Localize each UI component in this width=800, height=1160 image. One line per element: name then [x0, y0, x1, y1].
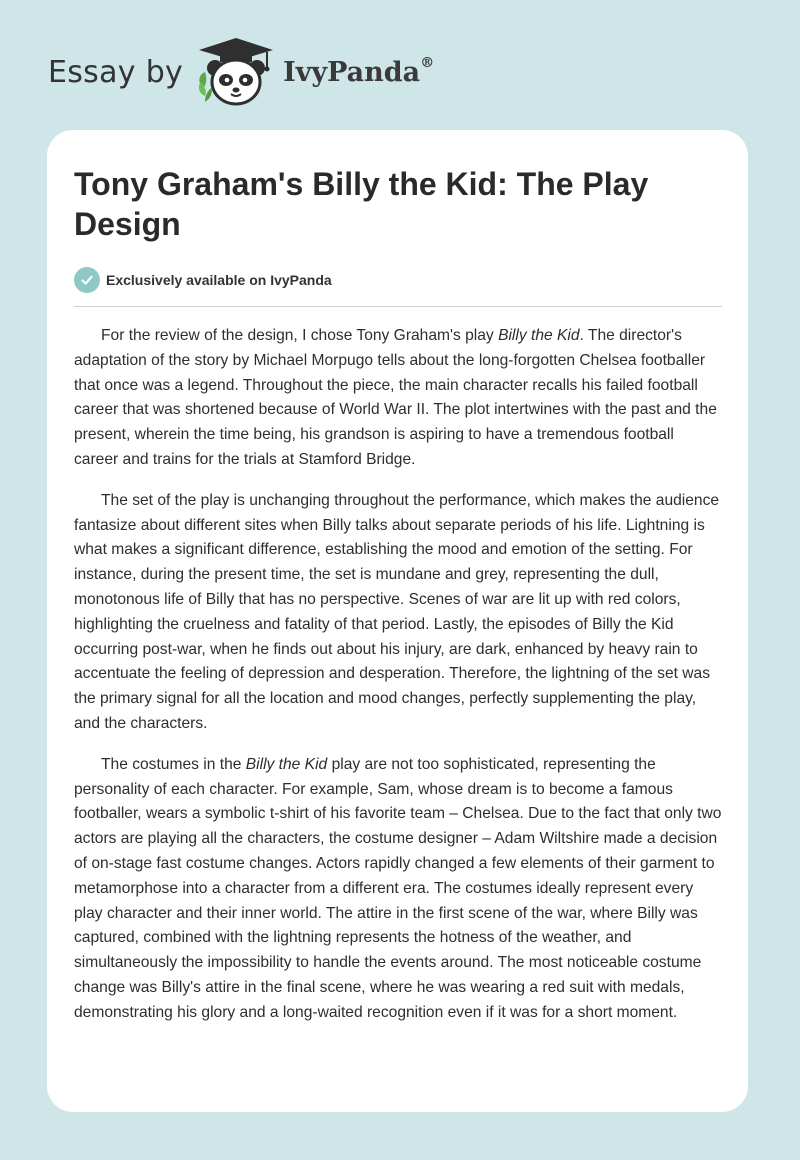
paragraph-1 — [74, 324, 722, 473]
paragraph-1-text-a: For the review of the design, I chose Tony Graham's play — [101, 327, 499, 344]
site-header — [48, 36, 434, 108]
essay-title: Tony Graham's Billy the Kid: The Play Design — [74, 166, 649, 242]
panda-graduate-icon[interactable] — [193, 36, 279, 108]
checkmark-icon — [74, 267, 100, 293]
paragraph-3-text-b: play are not too sophisticated, representing the personality of each character. For example, Sam, whose dream is to become a famous footballer, wears a symbolic t-shirt of his favorite team – Chelsea. Due to the fact that only two actors are playing all the characters, the costume designer – Adam Wiltshire made a decision of on-stage fast costume changes. Actors rapidly changed a few elements of their garment to metamorphose into a character from a different era. The costumes ideally represent every play character and their inner world. The attire in the first scene of the war, where Billy was captured, combined with the lightning represents the hotness of the weather, and simultaneously the impossibility to handle the events around. The most noticeable costume change was Billy's attire in the final scene, where he was wearing a red suit with medals, demonstrating his glory and a long-waited recognition even if it was for a short moment. — [74, 755, 722, 1021]
paragraph-2: The set of the play is unchanging throughout the performance, which makes the audience fantasize about different sites when Billy talks about separate periods of his life. Lightning is what makes a significant difference, establishing the mood and emotion of the setting. For instance, during the present time, the set is mundane and grey, representing the dull, monotonous life of Billy that has no perspective. Scenes of war are lit up with red colors, highlighting the cruelness and fatality of that period. Lastly, the episodes of Billy the Kid occurring post-war, when he finds out about his injury, are dark, enhanced by heavy rain to accentuate the feeling of depression and desperation. Therefore, the lightning of the set was the primary signal for all the location and mood changes, perfectly supplementing the play, and the characters. — [74, 491, 720, 732]
brand-label: IvyPanda — [283, 56, 421, 88]
badge-label: Exclusively available on IvyPanda — [106, 272, 332, 288]
registered-mark: ® — [420, 54, 435, 71]
play-title-italic: Billy the Kid — [498, 327, 580, 344]
paragraph-3-text-a: The costumes in the — [101, 755, 246, 773]
play-title-italic: Billy the Kid — [245, 755, 328, 773]
paragraph-1-text-b: . The director's adaptation of the story by Michael Morpugo tells about the long-forgotten Chelsea footballer that once was a legend. Throughout the piece, the main character recalls his failed football career that was shortened because of World War II. The plot intertwines with the past and the present, wherein the time being, his grandson is aspiring to have a tremendous football career and trains for the trials at Stamford Bridge. — [74, 327, 717, 468]
exclusive-badge — [74, 266, 722, 294]
essay-card — [47, 130, 748, 1112]
essay-by-label: Essay by — [48, 54, 184, 90]
brand-name[interactable] — [283, 54, 435, 88]
divider — [74, 306, 722, 307]
paragraph-3 — [74, 753, 722, 1026]
